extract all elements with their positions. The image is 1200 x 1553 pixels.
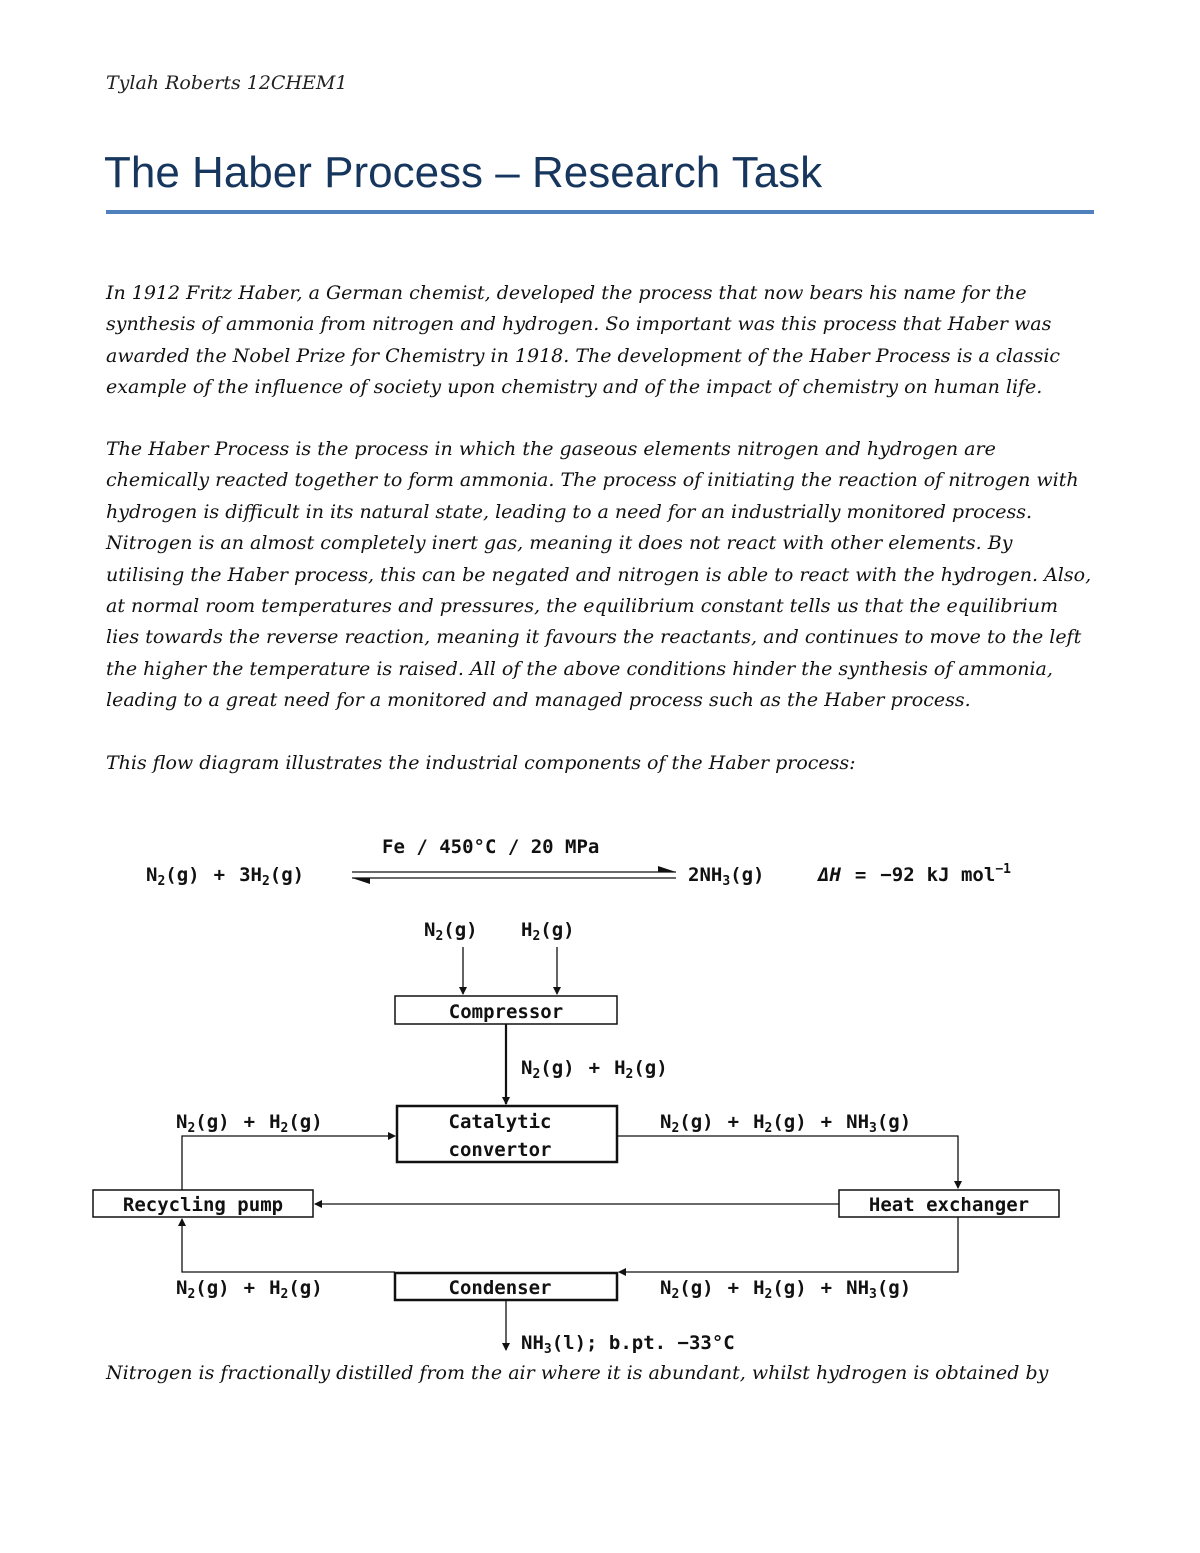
heat-exchanger-to-condenser-line bbox=[619, 1217, 958, 1272]
flow-label-condenser-out: $N_2(g) + H_2(g)$ bbox=[176, 1277, 323, 1302]
feed-hydrogen: $H_2(g)$ bbox=[521, 919, 575, 944]
text-line: leading to a great need for a monitored and managed process such as the Haber process. bbox=[106, 689, 971, 712]
text-line: synthesis of ammonia from nitrogen and hydrogen. So important was this process that Haber was bbox=[106, 313, 1052, 336]
product-ammonia-label: $NH_3(l)$; b.pt. −33°C bbox=[521, 1332, 735, 1357]
convertor-to-heat-exchanger-line bbox=[617, 1136, 958, 1188]
text-line: Nitrogen is fractionally distilled from the air where it is abundant, whilst hydrogen is obtained by bbox=[106, 1362, 1049, 1384]
text-line: This flow diagram illustrates the industrial components of the Haber process: bbox=[106, 752, 856, 774]
text-line: at normal room temperatures and pressures, the equilibrium constant tells us that the equilibrium bbox=[106, 595, 1059, 618]
text-line: utilising the Haber process, this can be negated and nitrogen is able to react with the hydrogen. Also, bbox=[106, 563, 1092, 586]
flow-label-recycled: $N_2(g) + H_2(g)$ bbox=[176, 1111, 323, 1136]
equation-product: $2NH_3(g)$ bbox=[688, 864, 765, 889]
author-line: Tylah Roberts 12CHEM1 bbox=[106, 72, 348, 94]
condenser-label: Condenser bbox=[448, 1277, 552, 1299]
equation-reactants: $N_2(g) + 3H_2(g)$ bbox=[146, 864, 305, 889]
flow-label-to-condenser: $N_2(g) + H_2(g) + NH_3(g)$ bbox=[660, 1277, 912, 1302]
heat-exchanger-label: Heat exchanger bbox=[868, 1194, 1030, 1216]
text-line: the higher the temperature is raised. All of the above conditions hinder the synthesis of ammonia, bbox=[106, 657, 1053, 680]
catalytic-convertor-label-1: Catalytic bbox=[448, 1111, 552, 1133]
equilibrium-arrows bbox=[352, 866, 676, 884]
recycling-pump-label: Recycling pump bbox=[122, 1194, 284, 1216]
condenser-to-pump-line bbox=[182, 1219, 395, 1272]
text-line: awarded the Nobel Prize for Chemistry in 1918. The development of the Haber Process is a classic bbox=[106, 344, 1061, 367]
catalytic-convertor-label-2: convertor bbox=[448, 1139, 552, 1161]
text-line: In 1912 Fritz Haber, a German chemist, developed the process that now bears his name for the bbox=[106, 282, 1027, 304]
text-line: Nitrogen is an almost completely inert gas, meaning it does not react with other elements. By bbox=[106, 532, 1013, 555]
feed-nitrogen: $N_2(g)$ bbox=[424, 919, 478, 944]
text-line: lies towards the reverse reaction, meaning it favours the reactants, and continues to move to the left bbox=[106, 626, 1082, 649]
flow-label-convertor-out: $N_2(g) + H_2(g) + NH_3(g)$ bbox=[660, 1111, 912, 1136]
text-line: example of the influence of society upon chemistry and of the impact of chemistry on human life. bbox=[106, 376, 1043, 399]
compressor-label: Compressor bbox=[448, 1001, 564, 1023]
nitrogen-source-paragraph bbox=[106, 1358, 1096, 1389]
text-line: chemically reacted together to form ammonia. The process of initiating the reaction of nitrogen with bbox=[106, 469, 1079, 492]
enthalpy-change: ΔH = −92 kJ mol$^{-1}$ bbox=[818, 862, 1011, 886]
text-line: hydrogen is difficult in its natural state, leading to a need for an industrially monitored process. bbox=[106, 500, 1033, 523]
page-title: The Haber Process – Research Task bbox=[104, 148, 823, 197]
recycle-to-convertor-line bbox=[182, 1136, 395, 1190]
flow-label-compressed: $N_2(g) + H_2(g)$ bbox=[521, 1057, 668, 1082]
reaction-conditions: Fe / 450°C / 20 MPa bbox=[382, 836, 600, 858]
text-line: The Haber Process is the process in which the gaseous elements nitrogen and hydrogen are bbox=[106, 438, 996, 460]
